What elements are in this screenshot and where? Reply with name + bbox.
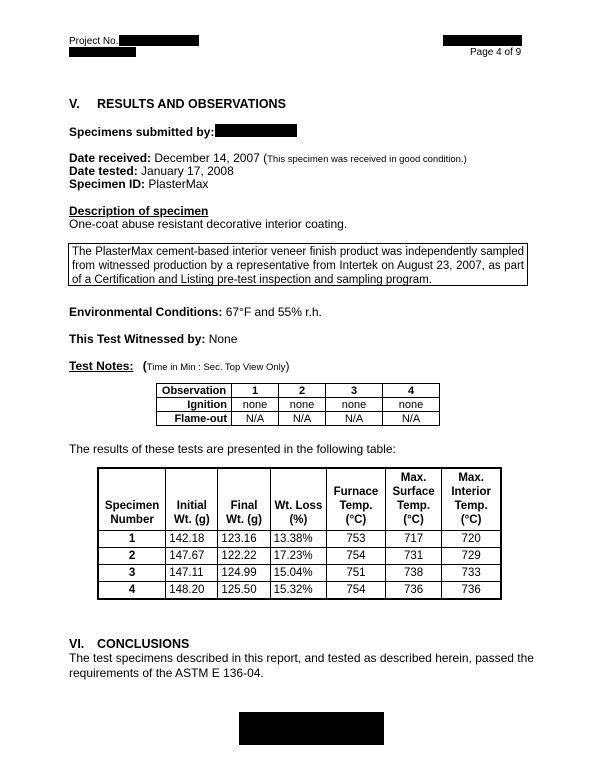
results-header-cell: Final Wt. (g) xyxy=(218,468,270,531)
results-cell: 124.99 xyxy=(218,565,270,582)
test-notes-line xyxy=(69,359,289,375)
witness-line xyxy=(69,332,237,347)
redaction-header-left xyxy=(69,47,136,57)
observation-cell: none xyxy=(326,398,383,412)
environmental-conditions-line xyxy=(69,305,322,320)
observation-table xyxy=(156,383,440,426)
observation-cell: N/A xyxy=(326,412,383,426)
results-cell: 147.67 xyxy=(166,548,218,565)
project-number-label: Project No. xyxy=(69,36,119,47)
results-cell: 15.04% xyxy=(270,565,327,582)
environmental-conditions-value: 67°F and 55% r.h. xyxy=(225,305,322,319)
results-header-cell: Furnace Temp. (°C) xyxy=(327,468,386,531)
results-cell: 751 xyxy=(327,565,386,582)
specimen-id-line xyxy=(69,177,208,192)
results-intro: The results of these tests are presented in the following table: xyxy=(69,442,396,456)
results-cell: 738 xyxy=(385,565,442,582)
results-row xyxy=(98,582,501,600)
observation-cell: N/A xyxy=(383,412,440,426)
redaction-header-right xyxy=(443,35,522,46)
results-header-row xyxy=(98,468,501,531)
environmental-conditions-label: Environmental Conditions: xyxy=(69,305,223,319)
results-cell: 729 xyxy=(442,548,501,565)
results-table xyxy=(97,467,502,600)
observation-header-cell: 4 xyxy=(383,384,440,398)
results-cell: 15.32% xyxy=(270,582,327,600)
witness-label: This Test Witnessed by: xyxy=(69,332,206,346)
results-cell: 754 xyxy=(327,548,386,565)
test-notes-detail: Time in Min : Sec. Top View Only xyxy=(146,362,286,373)
observation-header-row xyxy=(157,384,440,398)
witness-value: None xyxy=(208,332,238,346)
results-header-cell: Max. Surface Temp. (°C) xyxy=(385,468,442,531)
conclusions-text: The test specimens described in this report, and tested as described herein, passed the requirements of the ASTM E 136-04. xyxy=(69,651,534,680)
redaction-footer xyxy=(239,712,384,745)
specimen-number-cell: 2 xyxy=(98,548,166,565)
results-cell: 123.16 xyxy=(218,531,270,548)
date-tested-label: Date tested: xyxy=(69,164,138,178)
results-cell: 148.20 xyxy=(166,582,218,600)
section-title: CONCLUSIONS xyxy=(97,637,190,651)
observation-cell: N/A xyxy=(232,412,279,426)
observation-header-cell: 3 xyxy=(326,384,383,398)
redaction-project-number xyxy=(119,35,199,46)
results-row xyxy=(98,548,501,565)
observation-row-ignition xyxy=(157,398,440,412)
observation-row-label: Flame-out xyxy=(157,412,232,426)
results-header-cell: Wt. Loss (%) xyxy=(270,468,327,531)
results-cell: 17.23% xyxy=(270,548,327,565)
results-cell: 754 xyxy=(327,582,386,600)
specimen-number-cell: 3 xyxy=(98,565,166,582)
observation-cell: none xyxy=(383,398,440,412)
results-cell: 753 xyxy=(327,531,386,548)
specimen-number-cell: 1 xyxy=(98,531,166,548)
page-number: Page 4 of 9 xyxy=(470,47,522,58)
date-received-label: Date received: xyxy=(69,151,152,165)
results-header-cell: Max. Interior Temp. (°C) xyxy=(442,468,501,531)
section-number: VI. xyxy=(69,637,85,651)
specimens-submitted-label: Specimens submitted by: xyxy=(69,125,215,139)
observation-row-flameout xyxy=(157,412,440,426)
section-title: RESULTS AND OBSERVATIONS xyxy=(97,97,286,111)
observation-header-cell: Observation xyxy=(157,384,232,398)
test-notes-paren-close: ) xyxy=(285,359,290,373)
observation-cell: none xyxy=(232,398,279,412)
date-received-value: December 14, 2007 ( xyxy=(154,151,268,165)
results-cell: 13.38% xyxy=(270,531,327,548)
results-cell: 720 xyxy=(442,531,501,548)
section-number: V. xyxy=(69,97,80,111)
results-row xyxy=(98,531,501,548)
observation-cell: none xyxy=(279,398,326,412)
observation-row-label: Ignition xyxy=(157,398,232,412)
results-cell: 122.22 xyxy=(218,548,270,565)
results-cell: 736 xyxy=(442,582,501,600)
specimen-id-label: Specimen ID: xyxy=(69,177,146,191)
description-heading: Description of specimen xyxy=(69,204,209,218)
results-cell: 717 xyxy=(385,531,442,548)
description-text: One-coat abuse resistant decorative interior coating. xyxy=(69,217,348,231)
results-cell: 125.50 xyxy=(218,582,270,600)
results-header-cell: Specimen Number xyxy=(98,468,166,531)
specimen-number-cell: 4 xyxy=(98,582,166,600)
results-header-cell: Initial Wt. (g) xyxy=(166,468,218,531)
observation-header-cell: 1 xyxy=(232,384,279,398)
results-cell: 736 xyxy=(385,582,442,600)
results-cell: 733 xyxy=(442,565,501,582)
test-notes-paren-open: ( xyxy=(142,359,147,373)
results-cell: 142.18 xyxy=(166,531,218,548)
date-tested-value: January 17, 2008 xyxy=(141,164,234,178)
results-row xyxy=(98,565,501,582)
test-notes-label: Test Notes: xyxy=(69,359,134,373)
redaction-submitter xyxy=(215,124,297,137)
results-cell: 731 xyxy=(385,548,442,565)
results-cell: 147.11 xyxy=(166,565,218,582)
sampling-note-box: The PlasterMax cement-based interior veneer finish product was independently sampled from witnessed production by a representative from Intertek on August 23, 2007, as part of a Certification and Listing pre-test inspection and sampling program. xyxy=(68,243,528,286)
observation-header-cell: 2 xyxy=(279,384,326,398)
specimen-id-value: PlasterMax xyxy=(148,177,209,191)
date-received-note: This specimen was received in good condition.) xyxy=(267,154,467,165)
observation-cell: N/A xyxy=(279,412,326,426)
